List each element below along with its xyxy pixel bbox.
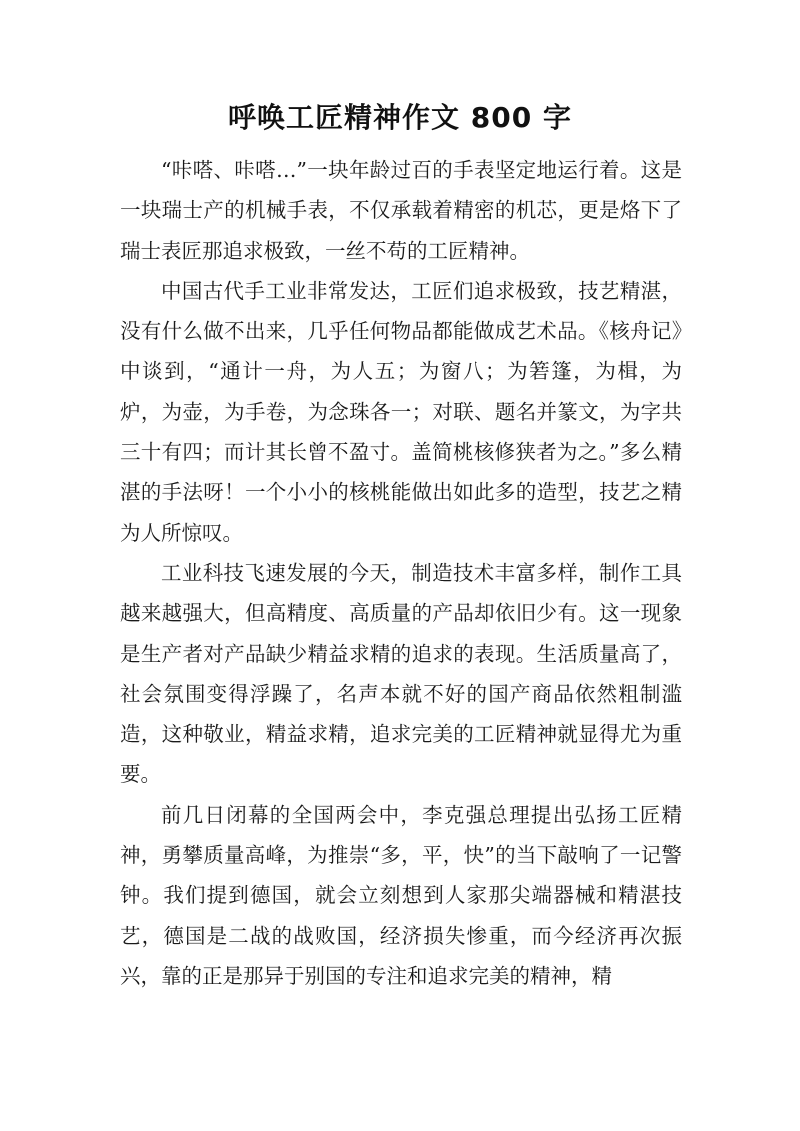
paragraph-4: 前几日闭幕的全国两会中，李克强总理提出弘扬工匠精神，勇攀质量高峰，为推崇“多，平，快”的当下敲响了一记警钟。我们提到德国，就会立刻想到人家那尖端器械和精湛技艺，德国是二战的战败国，经济损失惨重，而今经济再次振兴，靠的正是那异于别国的专注和追求完美的精神，精 [120, 802, 682, 988]
document-body [120, 150, 682, 996]
paragraph-1: “咔嗒、咔嗒…”一块年龄过百的手表坚定地运行着。这是一块瑞士产的机械手表，不仅承载着精密的机芯，更是烙下了瑞士表匠那追求极致，一丝不苟的工匠精神。 [120, 158, 682, 263]
paragraph-2: 中国古代手工业非常发达，工匠们追求极致，技艺精湛，没有什么做不出来，几乎任何物品都能做成艺术品。《核舟记》中谈到，“通计一舟，为人五；为窗八；为箬篷，为楫，为炉，为壶，为手卷，为念珠各一；对联、题名并篆文，为字共三十有四；而计其长曾不盈寸。盖简桃核修狭者为之。”多么精湛的手法呀！一个小小的核桃能做出如此多的造型，技艺之精为人所惊叹。 [120, 278, 682, 545]
document-title: 呼唤工匠精神作文 800 字 [228, 101, 572, 134]
paragraph-3: 工业科技飞速发展的今天，制造技术丰富多样，制作工具越来越强大，但高精度、高质量的产品却依旧少有。这一现象是生产者对产品缺少精益求精的追求的表现。生活质量高了，社会氛围变得浮躁了，名声本就不好的国产商品依然粗制滥造，这种敬业，精益求精，追求完美的工匠精神就显得尤为重要。 [120, 560, 682, 787]
